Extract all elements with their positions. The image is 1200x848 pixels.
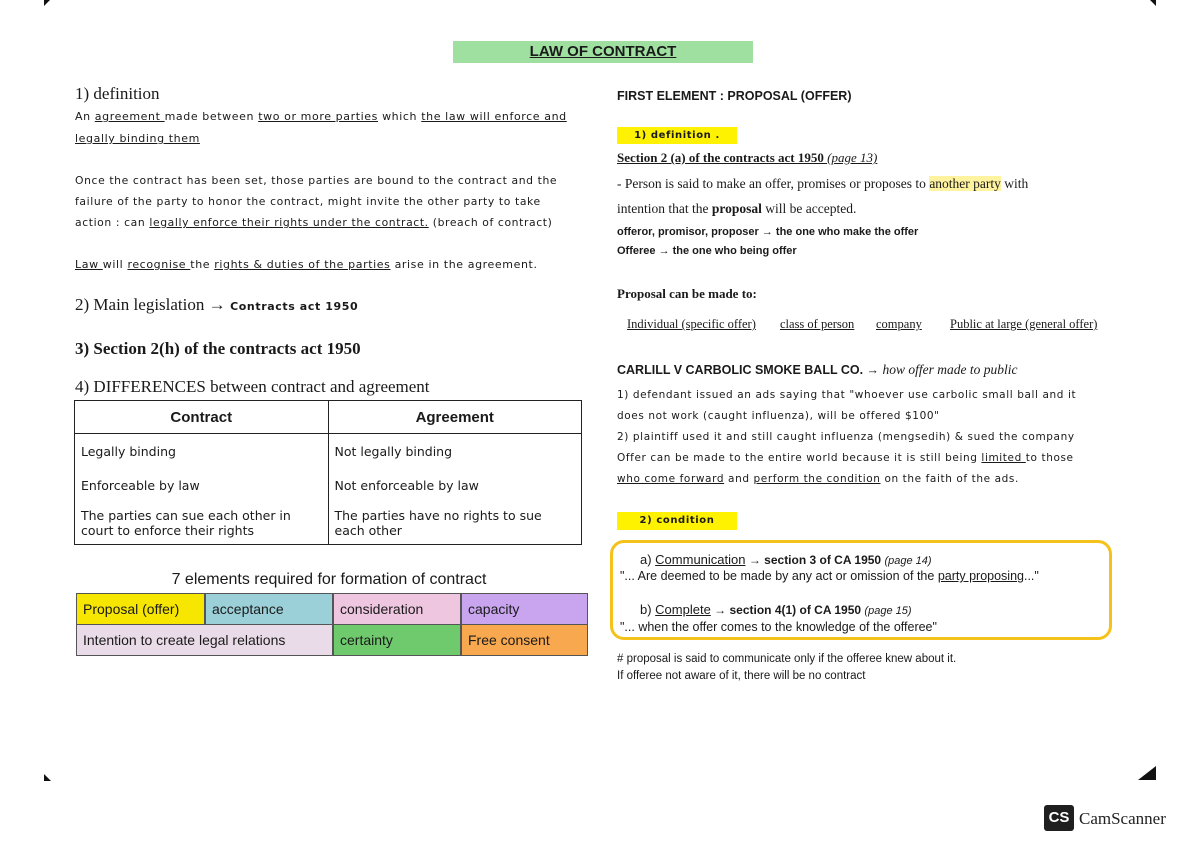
camscanner-logo-icon: CS	[1044, 805, 1074, 831]
definition-line-1	[75, 110, 567, 123]
definition-para2-line1: Once the contract has been set, those parties are bound to the contract and the	[75, 174, 558, 187]
text-underlined: perform the condition	[753, 473, 881, 485]
proposal-to-heading: Proposal can be made to:	[617, 286, 757, 301]
text-underlined: limited	[981, 452, 1026, 464]
element-consideration: consideration	[333, 593, 461, 625]
text-underlined: legally enforce their rights under the contract.	[149, 216, 429, 229]
text-underlined: two or more parties	[258, 110, 378, 123]
page-ref: (page 14)	[884, 555, 932, 567]
text: to make an offer, promises or proposes	[702, 176, 913, 191]
text: will be accepted.	[761, 201, 857, 216]
text: on the faith of the ads.	[880, 473, 1019, 485]
element-capacity: capacity	[461, 593, 588, 625]
text-underlined: who come forward	[617, 473, 725, 485]
text-underlined: Complete	[655, 602, 711, 617]
text: arise in the agreement.	[390, 258, 538, 271]
table-row	[75, 434, 582, 469]
table-cell: Not legally binding	[328, 434, 582, 469]
text: will	[102, 258, 128, 271]
element-free-consent: Free consent	[461, 624, 588, 656]
condition-b-line	[640, 602, 912, 617]
text: - Person is said	[617, 176, 703, 191]
case-line-4	[617, 452, 1074, 464]
text: (breach of contract)	[428, 216, 553, 229]
element-acceptance: acceptance	[205, 593, 333, 625]
first-element-heading: FIRST ELEMENT : PROPOSAL (OFFER)	[617, 89, 852, 103]
page-ref: (page 13)	[827, 150, 878, 165]
definition-label: 1) definition .	[617, 127, 737, 144]
text: intention that the	[617, 201, 712, 216]
table-cell: Not enforceable by law	[328, 468, 582, 502]
text-underlined: party proposing	[937, 569, 1024, 583]
table-row	[75, 468, 582, 502]
text-underlined: agreement	[94, 110, 165, 123]
text: An	[75, 110, 95, 123]
text: the	[190, 258, 215, 271]
definition-heading: 1) definition	[75, 84, 160, 103]
offeree-line: Offeree → the one who being offer	[617, 245, 797, 257]
case-note: how offer made to public	[882, 362, 1018, 377]
text-bold: → section 3 of CA 1950	[745, 553, 885, 567]
table-row	[75, 502, 582, 545]
camscanner-text: CamScanner	[1079, 809, 1166, 828]
case-line-2: does not work (caught influenza), will be offered $100"	[617, 410, 940, 422]
corner-mark-bottom-left	[44, 774, 51, 781]
text-underlined: Communication	[655, 552, 746, 567]
text-underlined: Law	[75, 258, 103, 271]
note-line-1: # proposal is said to communicate only if the offeree knew about it.	[617, 653, 957, 665]
legislation-line	[75, 295, 358, 315]
case-line-1: 1) defendant issued an ads saying that "whoever use carbolic small ball and it	[617, 389, 1077, 401]
text: a)	[640, 552, 656, 567]
condition-b-quote: "... when the offer comes to the knowledge of the offeree"	[620, 620, 937, 634]
differences-table	[74, 400, 582, 545]
text-bold: proposal	[711, 201, 762, 216]
page-title: LAW OF CONTRACT	[453, 41, 753, 63]
table-header-row	[75, 401, 582, 434]
condition-label: 2) condition	[617, 512, 737, 530]
corner-mark-top-right	[1150, 0, 1156, 6]
table-cell: The parties can sue each other in court to enforce their rights	[75, 502, 329, 545]
text: with	[1000, 176, 1029, 191]
element-proposal: Proposal (offer)	[76, 593, 205, 625]
proposal-definition-line1	[617, 176, 1028, 192]
table-cell: The parties have no rights to sue each other	[328, 502, 582, 545]
text: Offer can be made to the entire world because it is still being	[617, 452, 982, 464]
table-cell: Enforceable by law	[75, 468, 329, 502]
definition-para2-line3	[75, 216, 552, 229]
text: Section 2 (a) of the contracts act 1950	[617, 150, 828, 165]
section-heading: 3) Section 2(h) of the contracts act 1950	[75, 339, 361, 358]
target-class-of-person: class of person	[780, 317, 855, 331]
text: "... Are deemed to be made by any act or omission of the	[620, 569, 938, 583]
corner-mark-top-left	[44, 0, 50, 6]
target-company: company	[876, 317, 922, 331]
corner-mark-bottom-right	[1138, 766, 1156, 780]
case-line-3: 2) plaintiff used it and still caught influenza (mengsedih) & sued the company	[617, 431, 1075, 443]
text: action : can	[75, 216, 150, 229]
section-2a-line	[617, 150, 877, 166]
text-underlined: the law will enforce and	[421, 110, 567, 123]
proposal-definition-line2	[617, 201, 856, 217]
condition-a-line	[640, 552, 932, 567]
legislation-value: Contracts act 1950	[230, 300, 359, 313]
text: which	[377, 110, 422, 123]
text: and	[724, 473, 754, 485]
element-certainty: certainty	[333, 624, 461, 656]
target-individual: Individual (specific offer)	[627, 317, 756, 331]
definition-para3	[75, 258, 538, 271]
text-underlined: recognise	[127, 258, 191, 271]
column-header-agreement: Agreement	[328, 401, 582, 434]
target-public: Public at large (general offer)	[950, 317, 1098, 331]
text: to	[912, 176, 930, 191]
text: made between	[164, 110, 259, 123]
text-underlined: rights & duties of the parties	[214, 258, 391, 271]
column-header-contract: Contract	[75, 401, 329, 434]
condition-a-quote	[620, 569, 1039, 583]
page-ref: (page 15)	[864, 605, 912, 617]
text-highlighted: another party	[929, 176, 1001, 191]
text: to those	[1025, 452, 1074, 464]
differences-heading: 4) DIFFERENCES between contract and agreement	[75, 377, 430, 396]
text: b)	[640, 602, 656, 617]
case-name: CARLILL V CARBOLIC SMOKE BALL CO. →	[617, 363, 883, 377]
carlill-case-heading	[617, 362, 1018, 378]
case-line-5	[617, 473, 1019, 485]
definition-para2-line2: failure of the party to honor the contract, might invite the other party to take	[75, 195, 541, 208]
text-bold: → section 4(1) of CA 1950	[710, 603, 865, 617]
legislation-heading: 2) Main legislation →	[75, 295, 226, 314]
offeror-line: offeror, promisor, proposer → the one who make the offer	[617, 226, 919, 238]
note-line-2: If offeree not aware of it, there will be no contract	[617, 670, 866, 682]
definition-line-2: legally binding them	[75, 132, 200, 145]
elements-heading: 7 elements required for formation of contract	[171, 571, 487, 588]
table-cell: Legally binding	[75, 434, 329, 469]
text: ..."	[1023, 569, 1039, 583]
element-intention: Intention to create legal relations	[76, 624, 333, 656]
